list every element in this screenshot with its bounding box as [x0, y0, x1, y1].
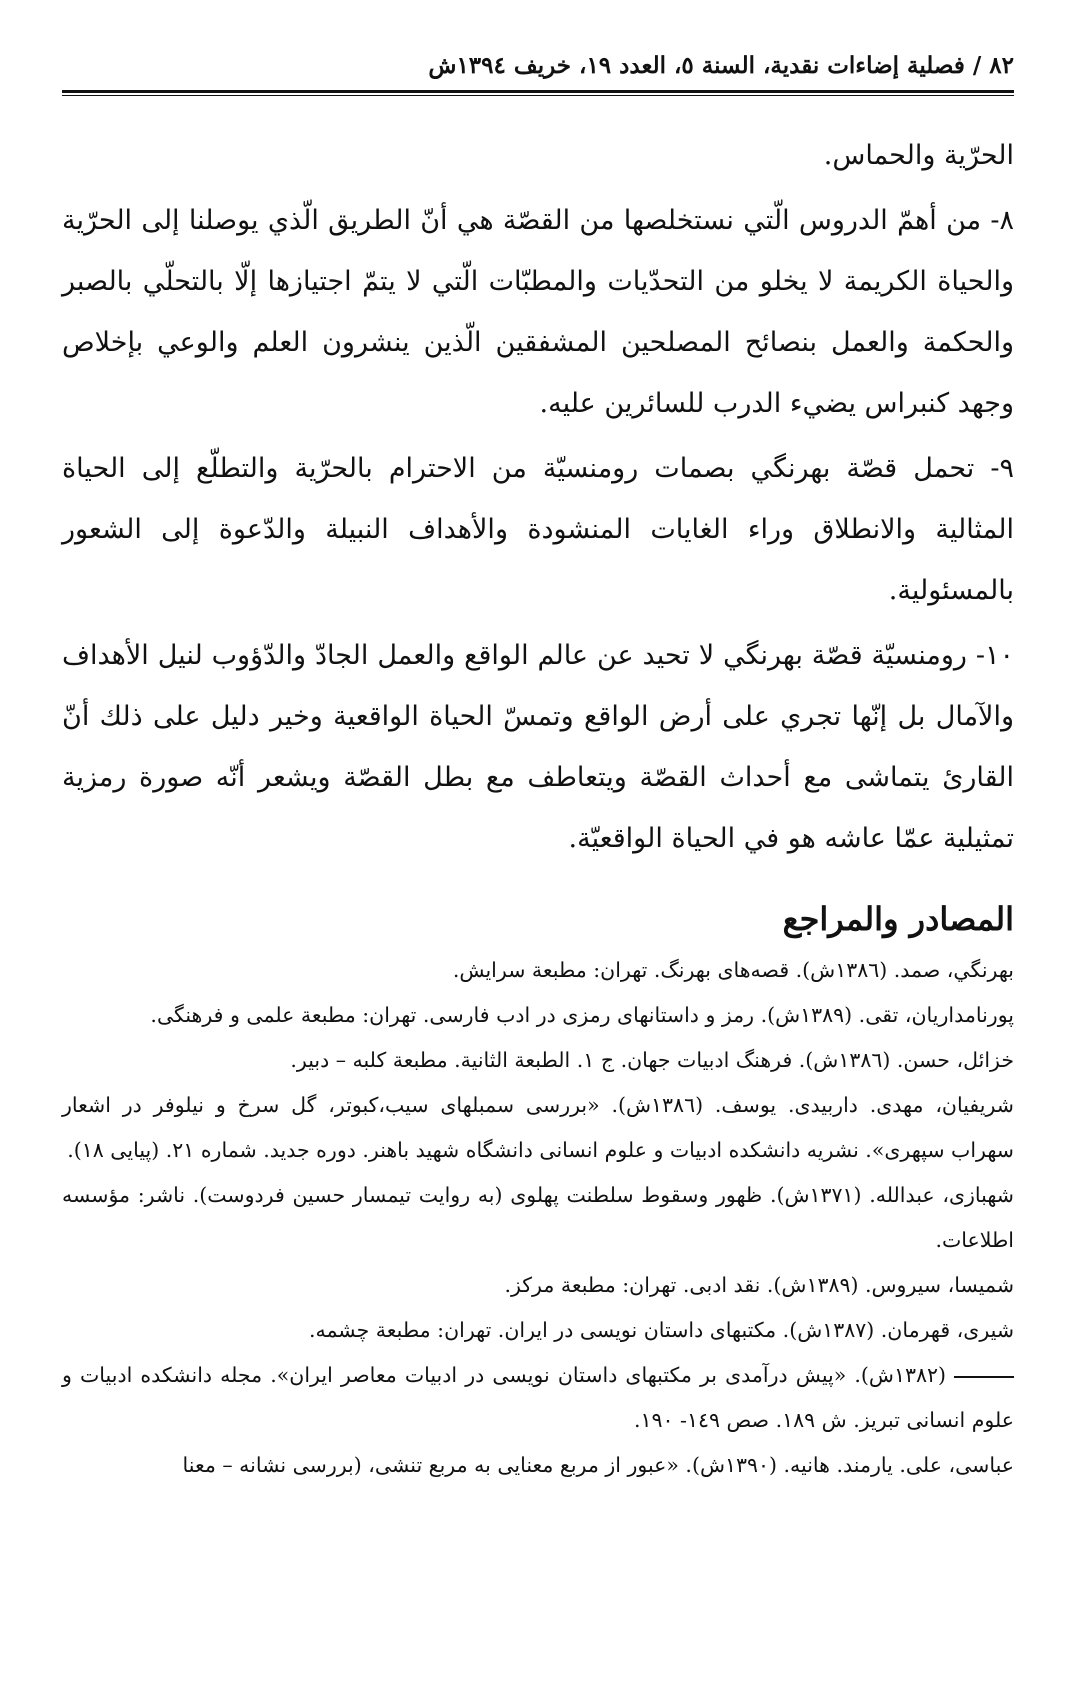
reference-item: عباسی، علی. يارمند. هانيه. (١٣٩٠ش). «عبور از مربع معنايی به مربع تنشی، (بررسی نشانه – معنا — [182, 1453, 1014, 1477]
references-title: المصادر والمراجع — [782, 900, 1014, 938]
reference-item: شميسا، سيروس. (١٣٨٩ش). نقد ادبی. تهران: مطبعة مركز. — [504, 1273, 1014, 1297]
paragraph-8: ٨- من أهمّ الدروس الّتي نستخلصها من القصّة هي أنّ الطريق الّذي يوصلنا إلى الحرّية والحياة الكريمة لا يخلو من التحدّيات والمطبّات الّتي لا يتمّ اجتيازها إلّا بالتحلّي بالصبر والحكمة والعمل بنصائح المصلحين المشفقين الّذين ينشرون العلم والوعي بإخلاص وجهد كنبراس يضيء الدرب للسائرين عليه. — [62, 205, 1015, 419]
reference-item: خزائل، حسن. (١٣٨٦ش). فرهنگ ادبيات جهان. ج ١. الطبعة الثانية. مطبعة كلبه – دبير. — [290, 1048, 1014, 1072]
reference-item-ditto — [62, 1353, 1014, 1443]
paragraph-continuation: الحرّية والحماس. — [823, 140, 1014, 171]
reference-item: پورنامداريان، تقی. (١٣٨٩ش). رمز و داستانهای رمزی در ادب فارسی. تهران: مطبعة علمی و فرهنگی. — [150, 1003, 1014, 1027]
references-list — [62, 948, 1014, 1488]
reference-item-text: (١٣٨٢ش). «پيش درآمدی بر مكتبهای داستان نويسی در ادبيات معاصر ايران». مجله دانشكده ادبيات و علوم انسانی تبريز. ش ١٨٩. صص ١٤٩- ١٩٠. — [62, 1363, 1014, 1432]
header-rule-thin — [62, 95, 1014, 96]
running-header: ٨٢ / فصلية إضاءات نقدية، السنة ٥، العدد ١٩، خريف ١٣٩٤ش — [428, 52, 1014, 79]
reference-item: شهبازی، عبدالله. (١٣٧١ش). ظهور وسقوط سلطنت پهلوی (به روايت تيمسار حسين فردوست). ناشر: مؤسسه اطلاعات. — [62, 1183, 1014, 1252]
reference-item: شريفيان، مهدی. داربيدی. يوسف. (١٣٨٦ش). «بررسی سمبلهای سيب،كبوتر، گل سرخ و نيلوفر در اشعار سهراب سپهری». نشريه دانشكده ادبيات و علوم انسانی دانشگاه شهيد باهنر. دوره جديد. شماره ٢١. (پيايی ١٨). — [62, 1093, 1014, 1162]
reference-item: بهرنگي، صمد. (١٣٨٦ش). قصه‌های بهرنگ. تهران: مطبعة سرايش. — [452, 958, 1014, 982]
paragraph-9: ٩- تحمل قصّة بهرنگي بصمات رومنسيّة من الاحترام بالحرّية والتطلّع إلى الحياة المثالية والانطلاق وراء الغايات المنشودة والأهداف النبيلة والدّعوة إلى الشعور بالمسئولية. — [62, 453, 1014, 606]
body-text — [62, 125, 1014, 873]
reference-item: شيری، قهرمان. (١٣٨٧ش). مكتبهای داستان نويسی در ايران. تهران: مطبعة چشمه. — [308, 1318, 1014, 1342]
header-rule — [62, 90, 1014, 93]
ditto-rule — [954, 1376, 1014, 1378]
paragraph-10: ١٠- رومنسيّة قصّة بهرنگي لا تحيد عن عالم الواقع والعمل الجادّ والدّؤوب لنيل الأهداف والآمال بل إنّها تجري على أرض الواقع وتمسّ الحياة الواقعية وخير دليل على ذلك أنّ القارئ يتماشى مع أحداث القصّة ويتعاطف مع بطل القصّة ويشعر أنّه صورة رمزية تمثيلية عمّا عاشه هو في الحياة الواقعيّة. — [62, 640, 1014, 854]
